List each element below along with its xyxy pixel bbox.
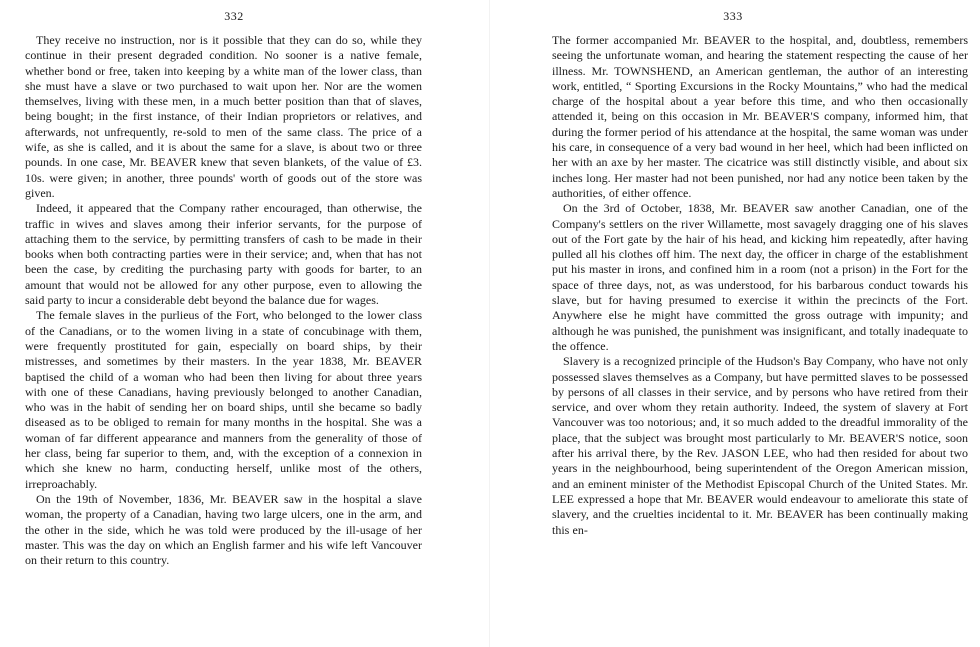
right-page-text [552, 33, 968, 538]
left-page-text [25, 33, 422, 568]
paragraph: The former accompanied Mr. BEAVER to the hospital, and, doubtless, remembers seeing the unfortunate woman, and hearing the statement respecting the cause of her illness. Mr. TOWNSHEND, an American gentleman, the author of an interesting work, entitled, “ Sporting Excursions in the Rocky Mountains,” who had the medical charge of the hospital about a year before this time, and who then occasionally attended it, being on this occasion in Mr. BEAVER'S company, informed him, that during the former period of his attendance at the hospital, the same woman was under his care, in consequence of a very bad wound in her heel, which had been inflicted on her with an axe by her master. The cicatrice was still distinctly visible, and about six inches long. Her master had not been punished, nor had any notice been taken by the authorities, of either offence. [552, 33, 968, 200]
paragraph: They receive no instruction, nor is it possible that they can do so, while they continue in their present degraded condition. No sooner is a native female, whether bond or free, taken into keeping by a white man of the lower class, than she must have a slave or two purchased to wait upon her. Nor are the women themselves, living with these men, in a much better position than that of slaves, being bought; in the first instance, of their Indian proprietors or relatives, and afterwards, not unfrequently, re-sold to men of the same class. The price of a wife, as she is called, and it is about the same for a slave, is about two or three pounds. In one case, Mr. BEAVER knew that seven blankets, of the value of £3. 10s. were given; in another, three pounds' worth of goods out of the store was given. [25, 33, 422, 200]
right-page [490, 0, 980, 647]
paragraph: Indeed, it appeared that the Company rather encouraged, than otherwise, the traffic in wives and slaves among their inferior servants, for the purpose of attaching them to the service, by permitting transfers of cash to be made in their books when both contracting parties were in their service; and, when that has not been the case, by crediting the purchasing party with goods for barter, to an amount that would not be allowed for any other purpose, even to allowing the said party to incur a considerable debt beyond the balance due for wages. [25, 201, 422, 308]
page-number-left: 332 [224, 9, 244, 23]
paragraph: On the 19th of November, 1836, Mr. BEAVER saw in the hospital a slave woman, the property of a Canadian, having two large ulcers, one in the arm, and the other in the side, which he was told were produced by the ill-usage of her master. This was the day on which an English farmer and his wife left Vancouver on their return to this country. [25, 491, 422, 568]
paragraph: On the 3rd of October, 1838, Mr. BEAVER saw another Canadian, one of the Company's settlers on the river Willamette, most savagely dragging one of his slaves out of the Fort gate by the hair of his head, and kicking him repeatedly, after having pulled all his clothes off him. The next day, the officer in charge of the establishment put his master in irons, and confined him in a room (not a prison) in the Fort for the space of three days, not, as was understood, for his barbarous conduct towards his slave, but for having presumed to exercise it within the precincts of the Fort. Anywhere else he might have committed the gross outrage with impunity; and although he was punished, the punishment was insignificant, and totally inadequate to the offence. [552, 201, 968, 353]
paragraph: Slavery is a recognized principle of the Hudson's Bay Company, who have not only possessed slaves themselves as a Company, but have permitted slaves to be possessed by persons of all classes in their service, and by persons who have retired from their service, and over whom they retain authority. Indeed, the system of slavery at Fort Vancouver was too notorious; and, it so much added to the dreadful immorality of the place, that the subject was brought most particularly to Mr. BEAVER'S notice, soon after his arrival there, by the Rev. JASON LEE, who had then resided for about two years in the neighbourhood, being superintendent of the Oregon American mission, and an eminent minister of the Methodist Episcopal Church of the United States. Mr. LEE expressed a hope that Mr. BEAVER would endeavour to ameliorate this state of slavery, and the cruelties incidental to it. Mr. BEAVER has been continually making this en- [552, 354, 968, 537]
page-number-right: 333 [723, 9, 743, 23]
paragraph: The female slaves in the purlieus of the Fort, who belonged to the lower class of the Canadians, or to the women living in a state of concubinage with them, were frequently prostituted for gain, especially on board ships, by their mistresses, and sometimes by their masters. In the year 1838, Mr. BEAVER baptised the child of a woman who had been then living for about three years with one of these Canadians, having previously belonged to another Canadian, who was in the habit of sending her on board ships, until she became so badly diseased as to be obliged to remain for many months in the hospital. She was a woman of far different appearance and manners from the generality of those of her class, being far superior to them, and, with the exception of a connexion in which she knew no harm, conducting herself, unlike most of the others, irreproachably. [25, 308, 422, 491]
